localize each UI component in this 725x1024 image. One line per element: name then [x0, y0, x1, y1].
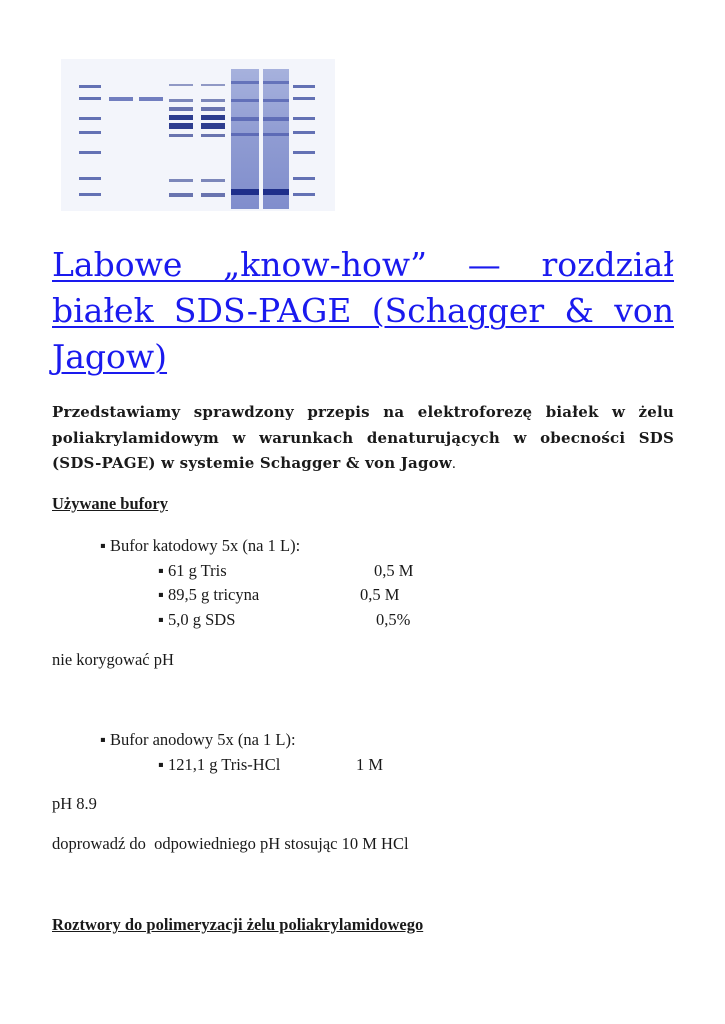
list-item-cathode: ▪ Bufor katodowy 5x (na 1 L):	[100, 536, 301, 555]
gel-image	[61, 59, 335, 211]
page-title	[52, 242, 674, 380]
anode-ph: pH 8.9	[52, 794, 97, 813]
cathode-item-name: 89,5 g tricyna	[167, 585, 260, 604]
intro-bold: Przedstawiamy sprawdzony przepis na elektroforezę białek w żelu poliakrylamidowym w warunkach denaturujących w obecności SDS (SDS-PAGE) w systemie Schagger & von Jagow	[52, 403, 674, 472]
section-heading-solutions: Roztwory do polimeryzacji żelu poliakrylamidowego	[52, 915, 424, 934]
intro-paragraph	[52, 400, 674, 478]
anode-note: doprowadź do odpowiedniego pH stosując 10 M HCl	[52, 834, 409, 853]
anode-item-conc: 1 M	[356, 755, 384, 774]
cathode-item-conc: 0,5%	[376, 610, 411, 629]
cathode-label: Bufor katodowy 5x (na 1 L):	[109, 536, 301, 555]
anode-label: Bufor anodowy 5x (na 1 L):	[109, 730, 296, 749]
cathode-item-name: 61 g Tris	[167, 561, 227, 580]
anode-item-1: ▪ 121,1 g Tris-HCl 1 M	[158, 755, 384, 774]
cathode-note: nie korygować pH	[52, 650, 174, 669]
cathode-item-conc: 0,5 M	[360, 585, 400, 604]
cathode-item-1: ▪ 61 g Tris 0,5 M	[158, 561, 414, 580]
intro-tail: .	[451, 456, 456, 472]
gel-illustration	[61, 59, 335, 211]
cathode-item-name: 5,0 g SDS	[167, 610, 236, 629]
cathode-item-conc: 0,5 M	[374, 561, 414, 580]
anode-item-name: 121,1 g Tris-HCl	[167, 755, 281, 774]
cathode-item-2: ▪ 89,5 g tricyna 0,5 M	[158, 585, 400, 604]
cathode-item-3: ▪ 5,0 g SDS 0,5%	[158, 610, 411, 629]
section-heading-buffers: Używane bufory	[52, 494, 168, 513]
title-link[interactable]: Labowe „know-how” — rozdział białek SDS-PAGE (Schagger & von Jagow)	[52, 245, 674, 376]
list-item-anode: ▪ Bufor anodowy 5x (na 1 L):	[100, 730, 296, 749]
